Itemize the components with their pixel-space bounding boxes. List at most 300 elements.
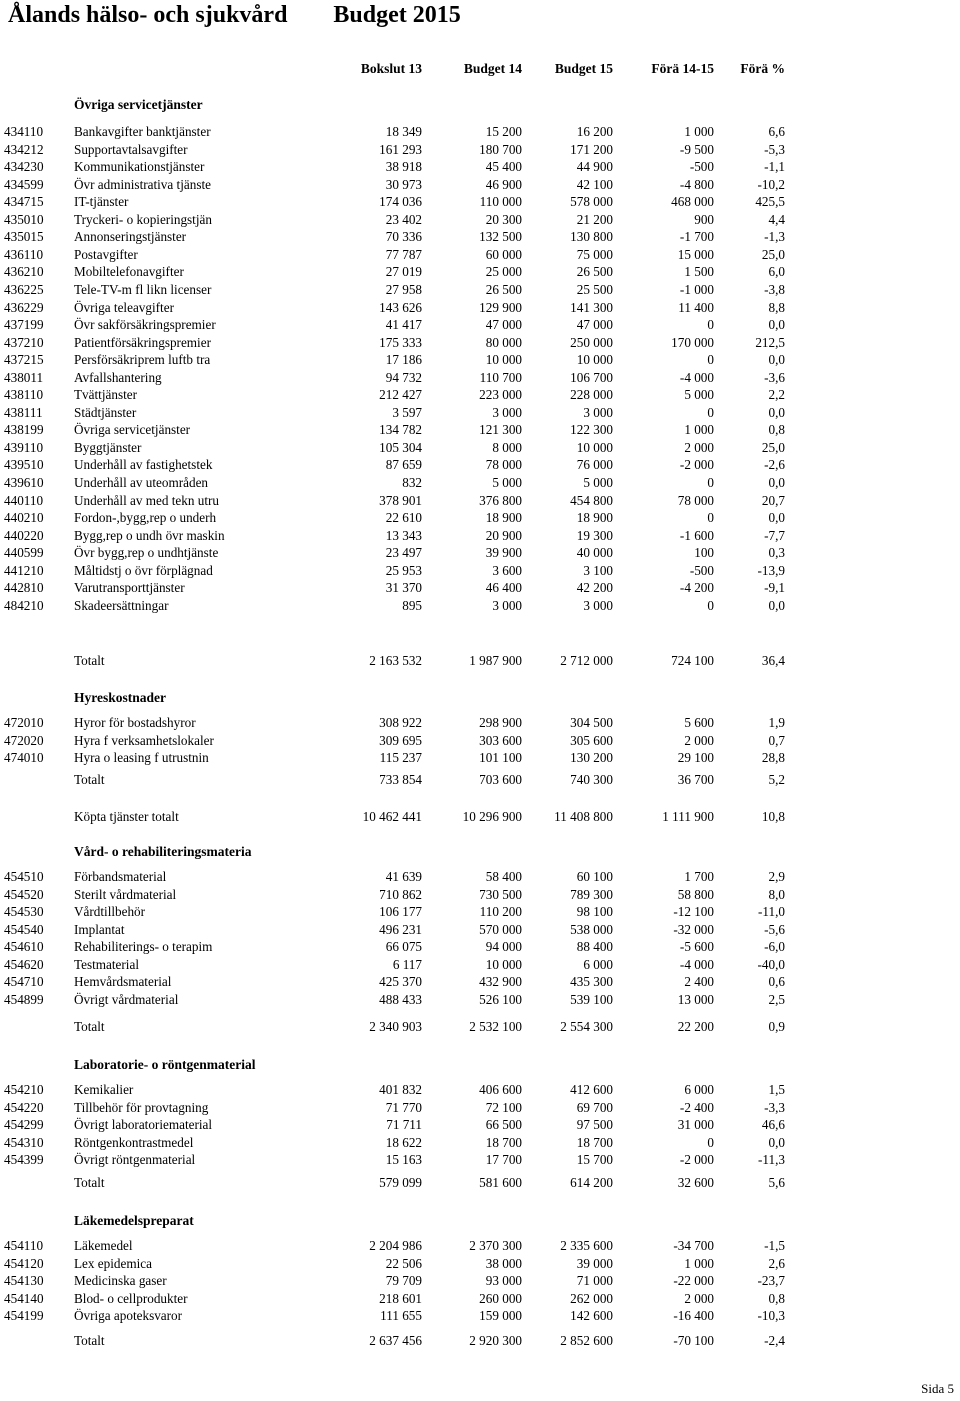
cell-budget14: 260 000 xyxy=(479,1290,522,1306)
cell-account-name: IT-tjänster xyxy=(74,194,129,210)
cell-bokslut13: 832 xyxy=(402,475,422,490)
cell-budget15: 614 200 xyxy=(570,1175,613,1190)
table-row xyxy=(0,404,960,421)
cell-fora-diff: -2 000 xyxy=(679,1152,714,1168)
cell-account-name: Bankavgifter banktjänster xyxy=(74,124,211,139)
cell-fora-diff: 170 000 xyxy=(671,334,714,350)
cell-fora-diff: 5 600 xyxy=(684,715,714,730)
cell-budget15: 305 600 xyxy=(570,732,613,748)
table-row xyxy=(0,141,960,158)
cell-account-name: Övrigt laboratoriematerial xyxy=(74,1117,213,1133)
cell-account-code: 454120 xyxy=(4,1255,44,1271)
cell-fora-pct: 25,0 xyxy=(761,439,785,455)
cell-budget14: 101 100 xyxy=(479,750,522,766)
cell-fora-pct: 0,0 xyxy=(768,510,785,526)
cell-bokslut13: 23 402 xyxy=(385,211,422,227)
cell-bokslut13: 30 973 xyxy=(385,176,422,192)
cell-fora-pct: 10,8 xyxy=(761,809,785,824)
cell-account-code: 435015 xyxy=(4,229,44,245)
cell-fora-pct: -10,2 xyxy=(757,176,785,192)
cell-fora-diff: 1 500 xyxy=(684,264,714,280)
cell-fora-pct: 0,8 xyxy=(768,422,785,438)
cell-bokslut13: 27 958 xyxy=(385,281,422,297)
cell-account-name: Vårdtillbehör xyxy=(74,904,146,920)
cell-budget15: 15 700 xyxy=(576,1152,613,1168)
cell-account-code: 472010 xyxy=(4,715,44,730)
cell-account-name: Övr sakförsäkringspremier xyxy=(74,317,216,333)
cell-budget15: 740 300 xyxy=(570,772,613,787)
cell-fora-diff: -70 100 xyxy=(673,1333,714,1348)
cell-account-name: Totalt xyxy=(74,1019,105,1034)
org-name: Ålands hälso- och sjukvård xyxy=(8,2,288,28)
cell-fora-pct: 20,7 xyxy=(761,492,785,508)
table-row xyxy=(0,334,960,351)
cell-fora-diff: 31 000 xyxy=(677,1117,714,1133)
cell-account-name: Tillbehör för provtagning xyxy=(74,1099,209,1115)
cell-budget15: 11 408 800 xyxy=(554,809,613,824)
cell-fora-diff: 0 xyxy=(707,1134,714,1150)
cell-account-name: Övriga apoteksvaror xyxy=(74,1308,183,1324)
cell-fora-diff: -16 400 xyxy=(673,1308,714,1324)
cell-account-code: 454140 xyxy=(4,1290,44,1306)
table-row xyxy=(0,886,960,903)
cell-account-code: 454710 xyxy=(4,974,44,990)
cell-fora-diff: -500 xyxy=(689,159,714,175)
cell-bokslut13: 31 370 xyxy=(385,580,422,596)
table-row xyxy=(0,1237,960,1254)
cell-account-name: Hyra o leasing f utrustnin xyxy=(74,750,209,766)
cell-fora-pct: -3,8 xyxy=(764,281,785,297)
cell-account-code: 454899 xyxy=(4,991,44,1007)
cell-budget15: 25 500 xyxy=(576,281,613,297)
section-heading: Läkemedelspreparat xyxy=(74,1213,194,1228)
cell-account-code: 454110 xyxy=(4,1238,44,1253)
cell-fora-pct: -7,7 xyxy=(764,527,785,543)
cell-account-name: Köpta tjänster totalt xyxy=(74,809,179,824)
cell-bokslut13: 105 304 xyxy=(379,439,422,455)
page-number: Sida 5 xyxy=(921,1381,954,1396)
cell-budget14: 17 700 xyxy=(485,1152,522,1168)
cell-fora-pct: -13,9 xyxy=(757,562,785,578)
cell-bokslut13: 41 639 xyxy=(385,869,422,884)
table-row xyxy=(0,868,960,885)
cell-account-name: Kommunikationstjänster xyxy=(74,159,205,175)
cell-bokslut13: 309 695 xyxy=(379,732,422,748)
cell-account-code: 436210 xyxy=(4,264,44,280)
cell-account-code: 454530 xyxy=(4,904,44,920)
cell-account-code: 454399 xyxy=(4,1152,44,1168)
cell-bokslut13: 2 340 903 xyxy=(369,1019,422,1034)
cell-fora-diff: 0 xyxy=(707,597,714,613)
cell-budget15: 2 852 600 xyxy=(560,1333,613,1348)
cell-budget15: 304 500 xyxy=(570,715,613,730)
cell-budget14: 129 900 xyxy=(479,299,522,315)
cell-fora-pct: -11,0 xyxy=(758,904,785,920)
cell-account-name: Övrigt röntgenmaterial xyxy=(74,1152,196,1168)
cell-fora-pct: 0,0 xyxy=(768,1134,785,1150)
cell-account-name: Mobiltelefonavgifter xyxy=(74,264,184,280)
cell-bokslut13: 66 075 xyxy=(385,939,422,955)
cell-budget14: 20 300 xyxy=(485,211,522,227)
table-row xyxy=(0,956,960,973)
table-row xyxy=(0,386,960,403)
cell-budget15: 141 300 xyxy=(570,299,613,315)
cell-bokslut13: 25 953 xyxy=(385,562,422,578)
cell-account-name: Persförsäkriprem luftb tra xyxy=(74,352,211,368)
cell-budget15: 228 000 xyxy=(570,387,613,403)
cell-bokslut13: 488 433 xyxy=(379,991,422,1007)
cell-bokslut13: 401 832 xyxy=(379,1082,422,1097)
cell-budget14: 110 200 xyxy=(479,904,522,920)
cell-budget15: 262 000 xyxy=(570,1290,613,1306)
cell-fora-diff: -2 400 xyxy=(679,1099,714,1115)
cell-budget15: 76 000 xyxy=(576,457,613,473)
cell-fora-pct: 425,5 xyxy=(755,194,785,210)
cell-budget15: 10 000 xyxy=(576,352,613,368)
cell-fora-diff: 13 000 xyxy=(677,991,714,1007)
cell-bokslut13: 22 610 xyxy=(385,510,422,526)
cell-account-name: Övrigt vårdmaterial xyxy=(74,991,179,1007)
cell-bokslut13: 733 854 xyxy=(379,772,422,787)
table-row xyxy=(0,732,960,749)
table-row xyxy=(0,749,960,766)
cell-fora-diff: -1 700 xyxy=(679,229,714,245)
cell-account-code: 454620 xyxy=(4,956,44,972)
cell-account-name: Underhåll av fastighetstek xyxy=(74,457,213,473)
table-row xyxy=(0,492,960,509)
cell-fora-pct: 6,6 xyxy=(768,124,785,139)
cell-bokslut13: 212 427 xyxy=(379,387,422,403)
cell-budget14: 1 987 900 xyxy=(469,653,522,668)
cell-fora-diff: 36 700 xyxy=(677,772,714,787)
cell-fora-diff: -1 600 xyxy=(679,527,714,543)
cell-fora-pct: 8,8 xyxy=(768,299,785,315)
cell-bokslut13: 6 117 xyxy=(392,956,422,972)
cell-fora-diff: -500 xyxy=(689,562,714,578)
cell-budget14: 8 000 xyxy=(492,439,522,455)
cell-budget14: 25 000 xyxy=(485,264,522,280)
col-header-budget14: Budget 14 xyxy=(463,61,522,76)
cell-account-name: Annonseringstjänster xyxy=(74,229,187,245)
cell-budget15: 3 000 xyxy=(583,597,613,613)
cell-budget15: 539 100 xyxy=(570,991,613,1007)
cell-account-name: Testmaterial xyxy=(74,956,139,972)
cell-account-name: Kemikalier xyxy=(74,1082,134,1097)
cell-fora-diff: 0 xyxy=(707,317,714,333)
table-row xyxy=(0,1290,960,1307)
cell-budget14: 66 500 xyxy=(485,1117,522,1133)
table-row xyxy=(0,1255,960,1272)
cell-account-name: Medicinska gaser xyxy=(74,1273,167,1289)
cell-fora-diff: 11 400 xyxy=(678,299,714,315)
cell-budget14: 3 000 xyxy=(492,597,522,613)
cell-bokslut13: 79 709 xyxy=(385,1273,422,1289)
cell-budget15: 142 600 xyxy=(570,1308,613,1324)
cell-fora-pct: 1,9 xyxy=(768,715,785,730)
cell-budget15: 435 300 xyxy=(570,974,613,990)
cell-bokslut13: 18 349 xyxy=(385,124,422,139)
cell-account-code: 454610 xyxy=(4,939,44,955)
cell-account-code: 437215 xyxy=(4,352,44,368)
cell-fora-pct: 0,0 xyxy=(768,317,785,333)
cell-bokslut13: 218 601 xyxy=(379,1290,422,1306)
cell-fora-pct: 0,8 xyxy=(768,1290,785,1306)
cell-budget15: 47 000 xyxy=(576,317,613,333)
cell-account-code: 438111 xyxy=(4,404,43,420)
cell-account-code: 434599 xyxy=(4,176,44,192)
table-row xyxy=(0,938,960,955)
table-row xyxy=(0,123,960,140)
cell-account-name: Totalt xyxy=(74,772,105,787)
cell-bokslut13: 2 204 986 xyxy=(369,1238,422,1253)
cell-bokslut13: 71 770 xyxy=(385,1099,422,1115)
cell-fora-diff: -4 200 xyxy=(679,580,714,596)
cell-budget15: 42 100 xyxy=(576,176,613,192)
cell-budget14: 2 370 300 xyxy=(469,1238,522,1253)
cell-fora-pct: -10,3 xyxy=(757,1308,785,1324)
cell-fora-pct: -2,4 xyxy=(764,1333,785,1348)
cell-bokslut13: 3 597 xyxy=(392,404,422,420)
cell-account-code: 438199 xyxy=(4,422,44,438)
table-row xyxy=(0,1099,960,1116)
cell-budget14: 60 000 xyxy=(485,246,522,262)
cell-account-name: Städtjänster xyxy=(74,404,137,420)
cell-account-name: Måltidstj o övr förplägnad xyxy=(74,562,213,578)
cell-account-name: Postavgifter xyxy=(74,246,138,262)
cell-budget14: 10 296 900 xyxy=(462,809,522,824)
cell-budget15: 538 000 xyxy=(570,921,613,937)
cell-budget15: 578 000 xyxy=(570,194,613,210)
cell-budget14: 72 100 xyxy=(485,1099,522,1115)
cell-fora-pct: 36,4 xyxy=(761,653,785,668)
cell-budget14: 78 000 xyxy=(485,457,522,473)
cell-account-code: 434230 xyxy=(4,159,44,175)
cell-fora-diff: 0 xyxy=(707,352,714,368)
col-header-bokslut13: Bokslut 13 xyxy=(360,61,422,76)
cell-budget15: 2 554 300 xyxy=(560,1019,613,1034)
table-row xyxy=(0,246,960,263)
cell-budget14: 3 600 xyxy=(492,562,522,578)
cell-budget14: 526 100 xyxy=(479,991,522,1007)
table-row xyxy=(0,439,960,456)
cell-budget14: 432 900 xyxy=(479,974,522,990)
cell-budget15: 71 000 xyxy=(576,1273,613,1289)
cell-budget15: 250 000 xyxy=(570,334,613,350)
cell-account-code: 438110 xyxy=(4,387,44,403)
cell-account-name: Övriga teleavgifter xyxy=(74,299,174,315)
cell-bokslut13: 10 462 441 xyxy=(362,809,422,824)
cell-account-name: Rehabiliterings- o terapim xyxy=(74,939,213,955)
cell-account-name: Hemvårdsmaterial xyxy=(74,974,172,990)
cell-bokslut13: 161 293 xyxy=(379,141,422,157)
cell-fora-diff: 1 000 xyxy=(684,1255,714,1271)
cell-account-name: Implantat xyxy=(74,921,125,937)
cell-fora-diff: -34 700 xyxy=(673,1238,714,1253)
cell-bokslut13: 134 782 xyxy=(379,422,422,438)
cell-budget15: 106 700 xyxy=(570,369,613,385)
cell-budget14: 406 600 xyxy=(479,1082,522,1097)
cell-account-name: Underhåll av uteområden xyxy=(74,475,209,490)
cell-fora-diff: 2 400 xyxy=(684,974,714,990)
cell-account-name: Skadeersättningar xyxy=(74,597,169,613)
cell-account-name: Övriga servicetjänster xyxy=(74,422,191,438)
cell-budget14: 58 400 xyxy=(485,869,522,884)
cell-fora-diff: -22 000 xyxy=(673,1273,714,1289)
cell-account-name: Lex epidemica xyxy=(74,1255,152,1271)
cell-bokslut13: 94 732 xyxy=(385,369,422,385)
cell-bokslut13: 13 343 xyxy=(385,527,422,543)
table-row xyxy=(0,509,960,526)
cell-fora-diff: -1 000 xyxy=(679,281,714,297)
cell-fora-diff: 1 111 900 xyxy=(662,809,714,824)
cell-fora-pct: -1,1 xyxy=(764,159,785,175)
cell-budget15: 88 400 xyxy=(576,939,613,955)
cell-fora-pct: -5,6 xyxy=(764,921,785,937)
cell-fora-pct: 46,6 xyxy=(761,1117,785,1133)
cell-budget15: 26 500 xyxy=(576,264,613,280)
cell-fora-diff: 22 200 xyxy=(677,1019,714,1034)
table-row xyxy=(0,1307,960,1324)
cell-bokslut13: 23 497 xyxy=(385,545,422,561)
cell-bokslut13: 17 186 xyxy=(385,352,422,368)
cell-account-code: 436110 xyxy=(4,246,44,262)
cell-account-name: Hyror för bostadshyror xyxy=(74,715,196,730)
cell-bokslut13: 27 019 xyxy=(385,264,422,280)
cell-fora-diff: -2 000 xyxy=(679,457,714,473)
section-heading: Hyreskostnader xyxy=(74,690,167,705)
cell-bokslut13: 38 918 xyxy=(385,159,422,175)
cell-account-name: Supportavtalsavgifter xyxy=(74,141,188,157)
cell-fora-pct: 28,8 xyxy=(761,750,785,766)
cell-fora-pct: 0,0 xyxy=(768,404,785,420)
cell-fora-pct: 8,0 xyxy=(768,886,785,902)
cell-budget14: 303 600 xyxy=(479,732,522,748)
cell-budget15: 6 000 xyxy=(583,956,613,972)
cell-budget15: 5 000 xyxy=(583,475,613,490)
cell-bokslut13: 70 336 xyxy=(385,229,422,245)
cell-fora-pct: 1,5 xyxy=(768,1082,785,1097)
total-row xyxy=(0,1174,960,1191)
table-row xyxy=(0,903,960,920)
cell-budget14: 18 900 xyxy=(485,510,522,526)
cell-bokslut13: 18 622 xyxy=(385,1134,422,1150)
cell-account-name: Underhåll av med tekn utru xyxy=(74,492,220,508)
cell-fora-diff: 468 000 xyxy=(671,194,714,210)
cell-fora-pct: 0,0 xyxy=(768,597,785,613)
table-row xyxy=(0,1116,960,1133)
cell-fora-diff: 78 000 xyxy=(677,492,714,508)
cell-budget14: 223 000 xyxy=(479,387,522,403)
cell-account-code: 474010 xyxy=(4,750,44,766)
cell-budget15: 60 100 xyxy=(576,869,613,884)
budget-title: Budget 2015 xyxy=(333,2,461,28)
cell-budget14: 121 300 xyxy=(479,422,522,438)
cell-budget14: 80 000 xyxy=(485,334,522,350)
table-row xyxy=(0,281,960,298)
cell-fora-pct: 0,9 xyxy=(768,1019,785,1034)
cell-bokslut13: 87 659 xyxy=(385,457,422,473)
cell-account-code: 440110 xyxy=(4,492,44,508)
cell-fora-pct: -40,0 xyxy=(757,956,785,972)
cell-fora-diff: 58 800 xyxy=(677,886,714,902)
table-row xyxy=(0,544,960,561)
cell-fora-diff: -32 000 xyxy=(673,921,714,937)
cell-fora-diff: 1 000 xyxy=(684,422,714,438)
cell-account-code: 436229 xyxy=(4,299,44,315)
cell-bokslut13: 496 231 xyxy=(379,921,422,937)
cell-bokslut13: 2 163 532 xyxy=(369,653,422,668)
table-row xyxy=(0,1272,960,1289)
table-row xyxy=(0,421,960,438)
cell-fora-diff: 1 700 xyxy=(684,869,714,884)
cell-account-code: 454210 xyxy=(4,1082,44,1097)
cell-account-name: Tvättjänster xyxy=(74,387,137,403)
cell-budget14: 132 500 xyxy=(479,229,522,245)
cell-fora-diff: -4 000 xyxy=(679,369,714,385)
cell-budget14: 298 900 xyxy=(479,715,522,730)
table-row xyxy=(0,597,960,614)
cell-fora-pct: -1,5 xyxy=(764,1238,785,1253)
cell-fora-diff: 2 000 xyxy=(684,439,714,455)
cell-account-name: Avfallshantering xyxy=(74,369,162,385)
cell-account-code: 439510 xyxy=(4,457,44,473)
cell-budget14: 2 920 300 xyxy=(469,1333,522,1348)
cell-fora-diff: -9 500 xyxy=(679,141,714,157)
cell-budget15: 3 000 xyxy=(583,404,613,420)
cell-account-name: Läkemedel xyxy=(74,1238,133,1253)
cell-account-name: Byggtjänster xyxy=(74,439,142,455)
table-row xyxy=(0,973,960,990)
cell-budget15: 18 700 xyxy=(576,1134,613,1150)
cell-budget14: 581 600 xyxy=(479,1175,522,1190)
cell-account-name: Sterilt vårdmaterial xyxy=(74,886,177,902)
table-row xyxy=(0,474,960,491)
cell-fora-pct: 0,3 xyxy=(768,545,785,561)
cell-account-code: 437210 xyxy=(4,334,44,350)
total-row xyxy=(0,1018,960,1035)
total-row xyxy=(0,652,960,669)
cell-fora-pct: 5,2 xyxy=(768,772,785,787)
cell-account-name: Totalt xyxy=(74,1333,105,1348)
cell-fora-diff: 100 xyxy=(694,545,714,561)
cell-account-name: Röntgenkontrastmedel xyxy=(74,1134,194,1150)
cell-budget14: 94 000 xyxy=(485,939,522,955)
cell-budget15: 171 200 xyxy=(570,141,613,157)
cell-fora-pct: 2,6 xyxy=(768,1255,785,1271)
cell-fora-pct: 2,9 xyxy=(768,869,785,884)
cell-bokslut13: 174 036 xyxy=(379,194,422,210)
cell-budget14: 26 500 xyxy=(485,281,522,297)
cell-account-name: Tryckeri- o kopieringstjän xyxy=(74,211,212,227)
table-row xyxy=(0,263,960,280)
cell-fora-diff: 2 000 xyxy=(684,1290,714,1306)
cell-fora-pct: 0,6 xyxy=(768,974,785,990)
cell-budget15: 454 800 xyxy=(570,492,613,508)
cell-bokslut13: 15 163 xyxy=(385,1152,422,1168)
section-heading: Laboratorie- o röntgenmaterial xyxy=(74,1057,256,1072)
cell-fora-pct: -2,6 xyxy=(764,457,785,473)
cell-budget15: 10 000 xyxy=(576,439,613,455)
cell-budget14: 38 000 xyxy=(485,1255,522,1271)
cell-budget15: 39 000 xyxy=(576,1255,613,1271)
cell-fora-pct: 212,5 xyxy=(755,334,785,350)
cell-budget14: 46 400 xyxy=(485,580,522,596)
cell-budget14: 45 400 xyxy=(485,159,522,175)
cell-fora-pct: 6,0 xyxy=(768,264,785,280)
cell-fora-pct: -3,3 xyxy=(764,1099,785,1115)
cell-budget15: 16 200 xyxy=(576,124,613,139)
cell-account-name: Blod- o cellprodukter xyxy=(74,1290,188,1306)
